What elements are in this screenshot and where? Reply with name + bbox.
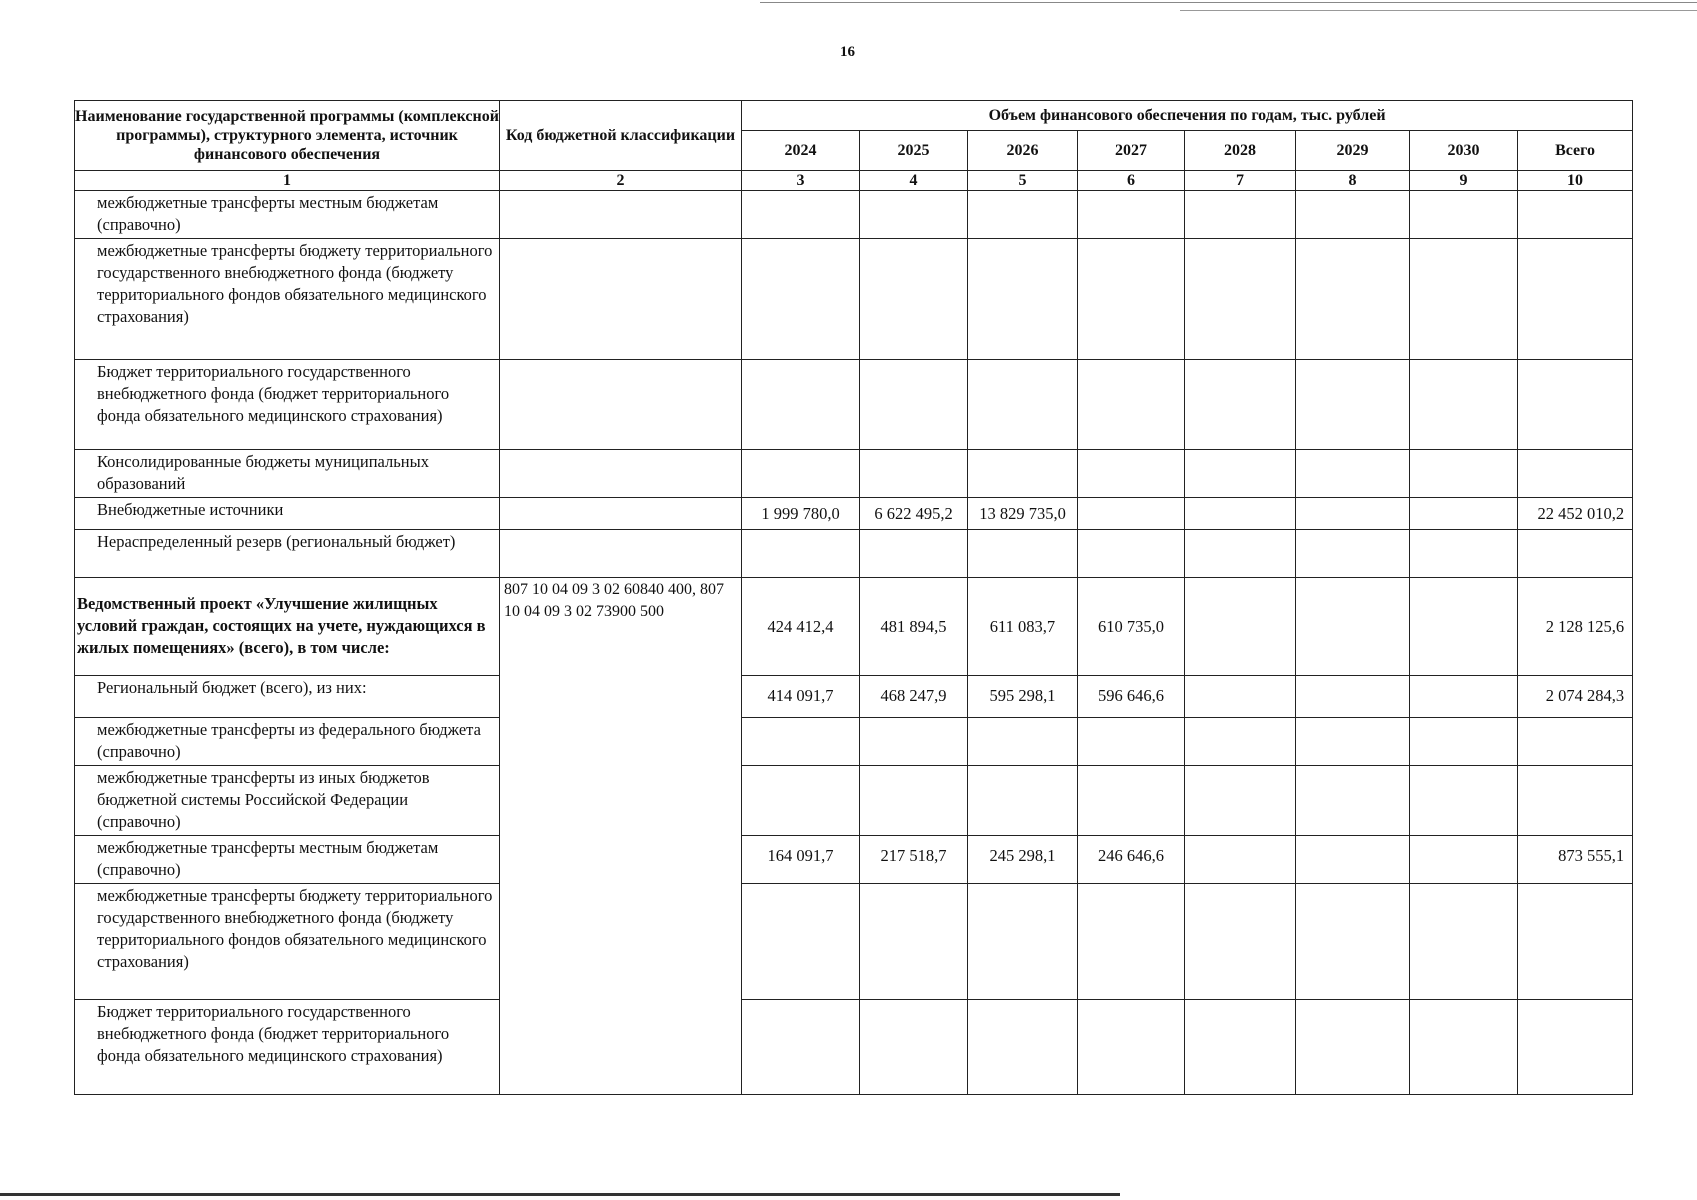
value-cell (742, 1000, 860, 1095)
header-year: 2025 (860, 131, 968, 171)
value-cell (1078, 191, 1185, 239)
value-cell: 468 247,9 (860, 676, 968, 718)
row-name: Бюджет территориального государственного внебюджетного фонда (бюджет территориального фонда обязательного медицинского страхования) (75, 360, 500, 450)
value-cell (1185, 498, 1296, 530)
value-cell (1296, 766, 1410, 836)
row-code (500, 498, 742, 530)
value-cell: 217 518,7 (860, 836, 968, 884)
value-cell (1296, 360, 1410, 450)
column-index: 10 (1518, 171, 1633, 191)
value-cell: 610 735,0 (1078, 578, 1185, 676)
value-cell (1185, 836, 1296, 884)
total-cell (1518, 191, 1633, 239)
value-cell (1410, 766, 1518, 836)
value-cell (1296, 530, 1410, 578)
row-name: межбюджетные трансферты из федерального бюджета (справочно) (75, 718, 500, 766)
value-cell (1078, 530, 1185, 578)
row-code (500, 191, 742, 239)
value-cell (1078, 718, 1185, 766)
value-cell (1078, 239, 1185, 360)
table-row (75, 191, 1633, 239)
page-number: 16 (840, 44, 855, 60)
value-cell (742, 530, 860, 578)
column-index: 7 (1185, 171, 1296, 191)
value-cell: 6 622 495,2 (860, 498, 968, 530)
value-cell (968, 191, 1078, 239)
value-cell (1410, 884, 1518, 1000)
value-cell: 13 829 735,0 (968, 498, 1078, 530)
row-name: Ведомственный проект «Улучшение жилищных условий граждан, состоящих на учете, нуждающихся в жилых помещениях» (всего), в том числе: (75, 578, 500, 676)
row-name: межбюджетные трансферты местным бюджетам (справочно) (75, 191, 500, 239)
value-cell (742, 360, 860, 450)
value-cell: 245 298,1 (968, 836, 1078, 884)
table-row (75, 766, 1633, 836)
row-code (500, 239, 742, 360)
value-cell (1296, 884, 1410, 1000)
value-cell: 246 646,6 (1078, 836, 1185, 884)
total-cell: 22 452 010,2 (1518, 498, 1633, 530)
total-cell (1518, 766, 1633, 836)
header-year: 2026 (968, 131, 1078, 171)
total-cell (1518, 1000, 1633, 1095)
value-cell (1296, 1000, 1410, 1095)
value-cell: 1 999 780,0 (742, 498, 860, 530)
value-cell (1185, 360, 1296, 450)
row-name: межбюджетные трансферты бюджету территориального государственного внебюджетного фонда (бюджету территориального фондов обязательного медицинского страхования) (75, 884, 500, 1000)
value-cell (742, 239, 860, 360)
value-cell (1185, 578, 1296, 676)
value-cell (1078, 1000, 1185, 1095)
table-row (75, 718, 1633, 766)
value-cell (1296, 718, 1410, 766)
total-cell (1518, 530, 1633, 578)
scan-edge-bottom (0, 1193, 1120, 1196)
value-cell (1185, 676, 1296, 718)
value-cell (1410, 360, 1518, 450)
column-index: 8 (1296, 171, 1410, 191)
column-index: 4 (860, 171, 968, 191)
value-cell (1296, 676, 1410, 718)
column-index: 5 (968, 171, 1078, 191)
value-cell (860, 530, 968, 578)
scan-edge-top (760, 2, 1697, 3)
value-cell (742, 766, 860, 836)
value-cell (1078, 450, 1185, 498)
value-cell: 414 091,7 (742, 676, 860, 718)
value-cell (1185, 718, 1296, 766)
value-cell (1410, 836, 1518, 884)
value-cell (1185, 766, 1296, 836)
value-cell (1296, 191, 1410, 239)
total-cell: 2 074 284,3 (1518, 676, 1633, 718)
header-year: 2028 (1185, 131, 1296, 171)
value-cell (1296, 836, 1410, 884)
value-cell (1185, 450, 1296, 498)
table-row (75, 450, 1633, 498)
value-cell: 596 646,6 (1078, 676, 1185, 718)
value-cell (860, 239, 968, 360)
column-index: 2 (500, 171, 742, 191)
value-cell (968, 766, 1078, 836)
header-volume: Объем финансового обеспечения по годам, тыс. рублей (742, 101, 1633, 131)
column-index: 1 (75, 171, 500, 191)
project-code: 807 10 04 09 3 02 60840 400, 807 10 04 09 3 02 73900 500 (500, 578, 742, 1095)
value-cell (1410, 498, 1518, 530)
total-cell (1518, 239, 1633, 360)
value-cell (1078, 360, 1185, 450)
row-name: Внебюджетные источники (75, 498, 500, 530)
table-row (75, 530, 1633, 578)
header-name-column: Наименование государственной программы (комплексной программы), структурного элемента, источник финансового обеспечения (75, 101, 500, 171)
value-cell (860, 360, 968, 450)
value-cell (968, 718, 1078, 766)
column-index: 6 (1078, 171, 1185, 191)
value-cell (1296, 239, 1410, 360)
value-cell (1185, 884, 1296, 1000)
value-cell (860, 766, 968, 836)
header-year: 2027 (1078, 131, 1185, 171)
value-cell: 164 091,7 (742, 836, 860, 884)
table-row (75, 239, 1633, 360)
value-cell: 424 412,4 (742, 578, 860, 676)
value-cell (1185, 191, 1296, 239)
total-cell (1518, 718, 1633, 766)
row-name: межбюджетные трансферты бюджету территориального государственного внебюджетного фонда (бюджету территориального фондов обязательного медицинского страхования) (75, 239, 500, 360)
row-name: Консолидированные бюджеты муниципальных образований (75, 450, 500, 498)
value-cell (860, 1000, 968, 1095)
value-cell (860, 450, 968, 498)
value-cell (1185, 530, 1296, 578)
value-cell (860, 191, 968, 239)
value-cell (1296, 498, 1410, 530)
column-index: 3 (742, 171, 860, 191)
total-cell (1518, 360, 1633, 450)
total-cell: 873 555,1 (1518, 836, 1633, 884)
value-cell (1185, 1000, 1296, 1095)
row-name: межбюджетные трансферты из иных бюджетов бюджетной системы Российской Федерации (справочно) (75, 766, 500, 836)
value-cell (1296, 450, 1410, 498)
value-cell (1410, 718, 1518, 766)
value-cell (1410, 676, 1518, 718)
header-total: Всего (1518, 131, 1633, 171)
table-row (75, 578, 1633, 676)
row-name: Региональный бюджет (всего), из них: (75, 676, 500, 718)
value-cell (968, 1000, 1078, 1095)
table-row (75, 676, 1633, 718)
total-cell (1518, 450, 1633, 498)
value-cell (742, 884, 860, 1000)
header-year: 2030 (1410, 131, 1518, 171)
value-cell: 611 083,7 (968, 578, 1078, 676)
budget-table (74, 100, 1633, 1095)
value-cell (1296, 578, 1410, 676)
table-row (75, 498, 1633, 530)
value-cell (742, 450, 860, 498)
table-row (75, 1000, 1633, 1095)
row-code (500, 530, 742, 578)
value-cell (1185, 239, 1296, 360)
value-cell (1410, 450, 1518, 498)
value-cell (968, 884, 1078, 1000)
value-cell: 595 298,1 (968, 676, 1078, 718)
value-cell (1410, 239, 1518, 360)
table-row (75, 836, 1633, 884)
value-cell (968, 530, 1078, 578)
value-cell (742, 191, 860, 239)
row-code (500, 360, 742, 450)
total-cell: 2 128 125,6 (1518, 578, 1633, 676)
table-row (75, 360, 1633, 450)
value-cell (742, 718, 860, 766)
value-cell (1078, 498, 1185, 530)
value-cell (1410, 530, 1518, 578)
column-index: 9 (1410, 171, 1518, 191)
value-cell (968, 360, 1078, 450)
row-name: межбюджетные трансферты местным бюджетам (справочно) (75, 836, 500, 884)
header-code-column: Код бюджетной классификации (500, 101, 742, 171)
value-cell (1410, 191, 1518, 239)
row-code (500, 450, 742, 498)
header-year: 2024 (742, 131, 860, 171)
total-cell (1518, 884, 1633, 1000)
value-cell (1078, 884, 1185, 1000)
value-cell (1410, 578, 1518, 676)
value-cell: 481 894,5 (860, 578, 968, 676)
value-cell (968, 239, 1078, 360)
scan-edge-top-2 (1180, 10, 1697, 11)
row-name: Нераспределенный резерв (региональный бюджет) (75, 530, 500, 578)
value-cell (860, 884, 968, 1000)
header-year: 2029 (1296, 131, 1410, 171)
table-row (75, 884, 1633, 1000)
value-cell (968, 450, 1078, 498)
value-cell (1078, 766, 1185, 836)
value-cell (860, 718, 968, 766)
value-cell (1410, 1000, 1518, 1095)
row-name: Бюджет территориального государственного внебюджетного фонда (бюджет территориального фонда обязательного медицинского страхования) (75, 1000, 500, 1095)
